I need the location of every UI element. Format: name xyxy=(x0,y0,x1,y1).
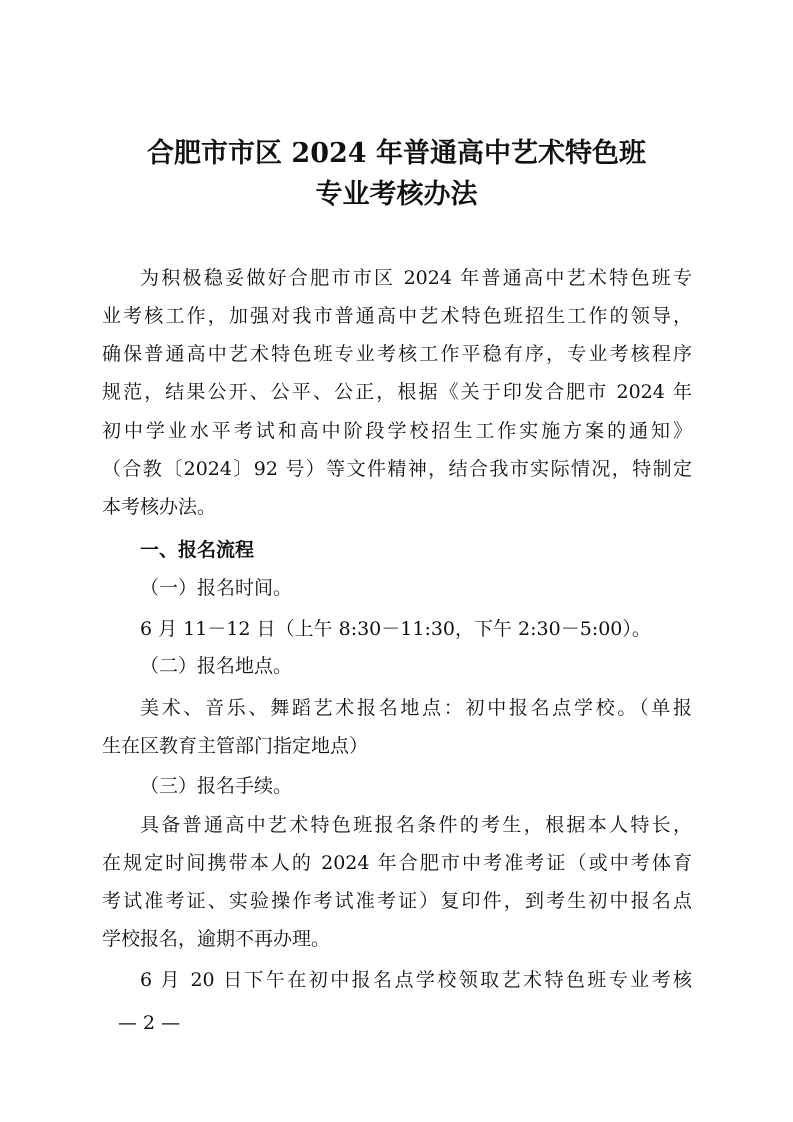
paragraph-line: 规范，结果公开、公平、公正，根据《关于印发合肥市 2024 年 xyxy=(102,381,692,403)
section-heading: 一、报名流程 xyxy=(140,539,255,561)
subsection-heading: （一）报名时间。 xyxy=(140,577,293,599)
paragraph-line: 初中学业水平考试和高中阶段学校招生工作实施方案的通知》 xyxy=(102,420,692,442)
paragraph-line: （合教〔2024〕92 号）等文件精神，结合我市实际情况，特制定 xyxy=(102,458,692,480)
page-number: — 2 — xyxy=(118,1012,181,1034)
paragraph-line: 具备普通高中艺术特色班报名条件的考生，根据本人特长， xyxy=(140,814,692,836)
subsection-heading: （二）报名地点。 xyxy=(140,655,293,677)
document-title-line-1: 合肥市市区 2024 年普通高中艺术特色班 xyxy=(147,138,646,169)
paragraph-line: 6 月 20 日下午在初中报名点学校领取艺术特色班专业考核 xyxy=(140,969,692,991)
subsection-heading: （三）报名手续。 xyxy=(140,775,293,797)
paragraph-line: 业考核工作，加强对我市普通高中艺术特色班招生工作的领导， xyxy=(102,305,692,327)
paragraph-line: 6 月 11－12 日（上午 8:30－11:30，下午 2:30－5:00）。 xyxy=(140,618,651,640)
paragraph-line: 美术、音乐、舞蹈艺术报名地点：初中报名点学校。（单报 xyxy=(140,697,692,719)
paragraph-line: 为积极稳妥做好合肥市市区 2024 年普通高中艺术特色班专 xyxy=(140,267,692,289)
paragraph-line: 在规定时间携带本人的 2024 年合肥市中考准考证（或中考体育 xyxy=(102,852,692,874)
paragraph-line: 生在区教育主管部门指定地点） xyxy=(102,735,369,757)
document-title-line-2: 专业考核办法 xyxy=(315,179,478,210)
paragraph-line: 学校报名，逾期不再办理。 xyxy=(102,928,331,950)
paragraph-line: 确保普通高中艺术特色班专业考核工作平稳有序，专业考核程序 xyxy=(102,343,692,365)
paragraph-line: 考试准考证、实验操作考试准考证）复印件，到考生初中报名点 xyxy=(102,890,692,912)
paragraph-line: 本考核办法。 xyxy=(102,496,217,518)
